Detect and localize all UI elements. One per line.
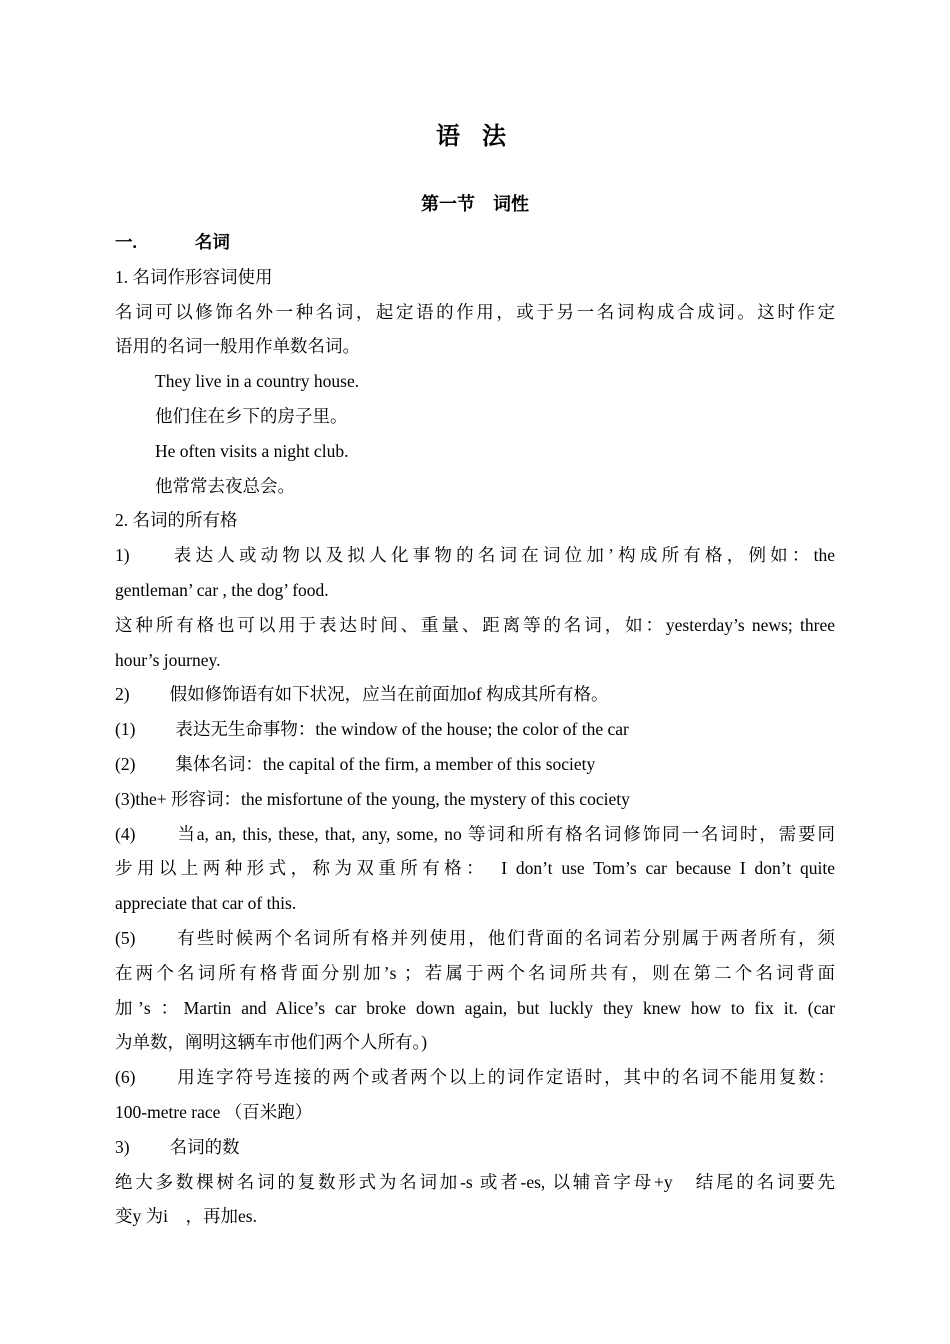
- list-item: [115, 1060, 835, 1095]
- paragraph-line: 语用的名词一般用作单数名词。: [115, 336, 360, 357]
- paragraph-line: 在两个名词所有格背面分别加’s ；若属于两个名词所共有，则在第二个名词背面: [115, 962, 835, 983]
- list-number: (2): [115, 753, 136, 774]
- paragraph-line: hour’s journey.: [115, 649, 221, 670]
- paragraph-line: 100-metre race （百米跑）: [115, 1101, 313, 1122]
- paragraph-line: 绝大多数棵树名词的复数形式为名词加-s 或者-es, 以辅音字母+y 结尾的名词要先: [115, 1171, 835, 1192]
- list-number: 2): [115, 684, 130, 705]
- example-sentence: They live in a country house.: [155, 371, 360, 392]
- list-item: [115, 747, 835, 782]
- paragraph-line: 步用以上两种形式，称为双重所有格： I don’t use Tom’s car because I don’t quite: [115, 858, 835, 879]
- example-translation: 他常常去夜总会。: [155, 475, 295, 496]
- part-heading: [115, 225, 835, 260]
- list-text: 用连字符号连接的两个或者两个以上的词作定语时，其中的名词不能用复数：: [175, 1067, 835, 1088]
- example-sentence: He often visits a night club.: [155, 440, 349, 461]
- list-number: 3): [115, 1136, 130, 1157]
- list-number: (5): [115, 927, 136, 948]
- list-text: 当a, an, this, these, that, any, some, no 等词和所有格名词修饰同一名词时，需要同: [175, 823, 835, 844]
- list-item: [115, 677, 835, 712]
- list-number: (1): [115, 719, 136, 740]
- example-translation: 他们住在乡下的房子里。: [155, 405, 348, 426]
- section-title: 第一节 词性: [421, 194, 529, 214]
- list-text: 集体名词：the capital of the firm, a member of this society: [175, 753, 596, 774]
- list-number: (6): [115, 1067, 136, 1088]
- list-item: [115, 538, 835, 573]
- heading-2: 2. 名词的所有格: [115, 510, 238, 531]
- list-item: [115, 712, 835, 747]
- part-number: 一.: [115, 232, 137, 252]
- paragraph-line: 加’s ：Martin and Alice’s car broke down again, but luckly they knew how to fix it. (car: [115, 997, 835, 1018]
- document-body: [115, 225, 835, 1234]
- list-text: 假如修饰语有如下状况，应当在前面加of 构成其所有格。: [169, 684, 609, 705]
- list-item: [115, 1130, 835, 1165]
- paragraph-line: 为单数，阐明这辆车市他们两个人所有。): [115, 1032, 428, 1053]
- paragraph-line: gentleman’ car , the dog’ food.: [115, 579, 329, 600]
- paragraph-line: 变y 为i ，再加es.: [115, 1206, 257, 1227]
- paragraph-line: 这种所有格也可以用于表达时间、重量、距离等的名词，如：yesterday’s news; three: [115, 614, 835, 635]
- paragraph-line: 名词可以修饰名外一种名词，起定语的作用，或于另一名词构成合成词。这时作定: [115, 301, 835, 322]
- list-text: 表达无生命事物：the window of the house; the color of the car: [175, 719, 629, 740]
- list-item: (3)the+ 形容词：the misfortune of the young, the mystery of this cociety: [115, 788, 630, 809]
- list-text: 有些时候两个名词所有格并列使用，他们背面的名词若分别属于两者所有，须: [175, 927, 835, 948]
- part-label: 名词: [194, 232, 230, 252]
- document-title: 语 法: [436, 124, 514, 150]
- paragraph-line: appreciate that car of this.: [115, 893, 297, 914]
- list-item: [115, 921, 835, 956]
- list-number: (4): [115, 823, 136, 844]
- list-item: [115, 817, 835, 852]
- heading-1: 1. 名词作形容词使用: [115, 266, 273, 287]
- list-text: 表达人或动物以及拟人化事物的名词在词位加’构成所有格，例如：the: [169, 545, 835, 566]
- list-text: 名词的数: [169, 1136, 240, 1157]
- list-number: 1): [115, 545, 130, 566]
